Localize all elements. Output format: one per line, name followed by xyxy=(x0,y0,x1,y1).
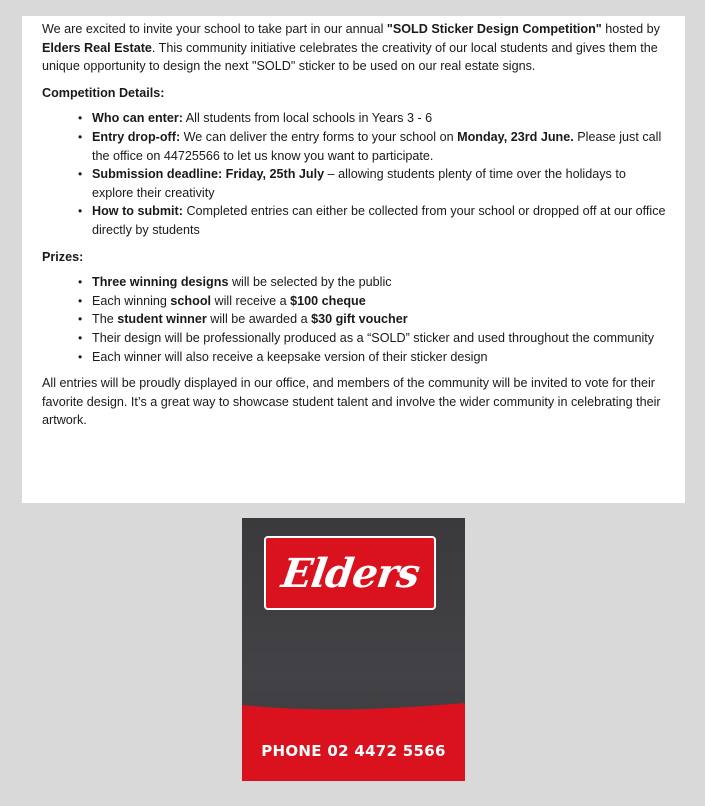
item-label: Who can enter: xyxy=(92,111,183,126)
list-item-prize xyxy=(92,292,669,311)
item-text: Each winning xyxy=(92,293,171,308)
item-label: How to submit: xyxy=(92,204,183,219)
item-bold: $30 gift voucher xyxy=(311,312,408,327)
item-text: Each winner will also receive a keepsake version of their sticker design xyxy=(92,349,488,364)
list-item-submit xyxy=(92,202,669,239)
item-text: Completed entries can either be collected from your school or dropped off at our office directly by students xyxy=(92,204,666,237)
sign-phone-text: PHONE 02 4472 5566 xyxy=(261,742,446,760)
item-bold: student winner xyxy=(117,312,207,327)
item-text: will be awarded a xyxy=(206,312,312,327)
item-label: Entry drop-off: xyxy=(92,129,181,144)
intro-text: hosted by xyxy=(601,22,660,36)
list-item-prize xyxy=(92,310,669,329)
elders-sign-image xyxy=(242,518,465,781)
details-list xyxy=(42,109,669,239)
intro-paragraph xyxy=(42,20,669,76)
item-text: All students from local schools in Years 3 - 6 xyxy=(182,111,433,126)
invitation-card xyxy=(22,16,685,503)
prizes-heading: Prizes: xyxy=(42,249,84,264)
company-name: Elders Real Estate xyxy=(42,40,152,55)
item-label: Submission deadline: Friday, 25th July xyxy=(92,167,325,182)
item-text: We can deliver the entry forms to your school on xyxy=(180,129,458,144)
intro-text: . This community initiative celebrates the creativity of our local students and gives them the unique opportunity to design the next "SOLD" sticker to be used on our real estate signs. xyxy=(42,40,658,74)
item-text: Their design will be professionally produced as a “SOLD” sticker and used throughout the community xyxy=(92,330,655,345)
list-item-prize xyxy=(92,273,669,292)
competition-name: "SOLD Sticker Design Competition" xyxy=(386,22,602,36)
elders-logo-text: Elders xyxy=(278,549,422,597)
dropoff-date: Monday, 23rd June. xyxy=(457,129,574,144)
list-item-dropoff xyxy=(92,128,669,165)
prizes-list xyxy=(42,273,669,366)
item-text: – allowing students plenty of time over the holidays to explore their creativity xyxy=(92,167,626,200)
intro-text: We are excited to invite your school to take part in our annual xyxy=(42,22,387,36)
item-bold: $100 cheque xyxy=(290,293,366,308)
list-item-prize xyxy=(92,329,669,348)
details-heading: Competition Details: xyxy=(42,85,165,100)
list-item-deadline xyxy=(92,165,669,202)
closing-paragraph: All entries will be proudly displayed in our office, and members of the community will be invited to vote for their favorite design. It’s a great way to showcase student talent and involve the wider community in celebrating their artwork. xyxy=(42,376,661,428)
item-text: will be selected by the public xyxy=(228,275,392,290)
item-bold: Three winning designs xyxy=(92,275,229,290)
list-item-who xyxy=(92,109,669,128)
item-text: Please just call the office on 44725566 to let us know you want to participate. xyxy=(92,129,662,163)
item-text: The xyxy=(92,312,118,327)
item-text: will receive a xyxy=(211,293,291,308)
list-item-prize xyxy=(92,348,669,367)
item-bold: school xyxy=(170,293,212,308)
elders-logo xyxy=(264,536,436,610)
